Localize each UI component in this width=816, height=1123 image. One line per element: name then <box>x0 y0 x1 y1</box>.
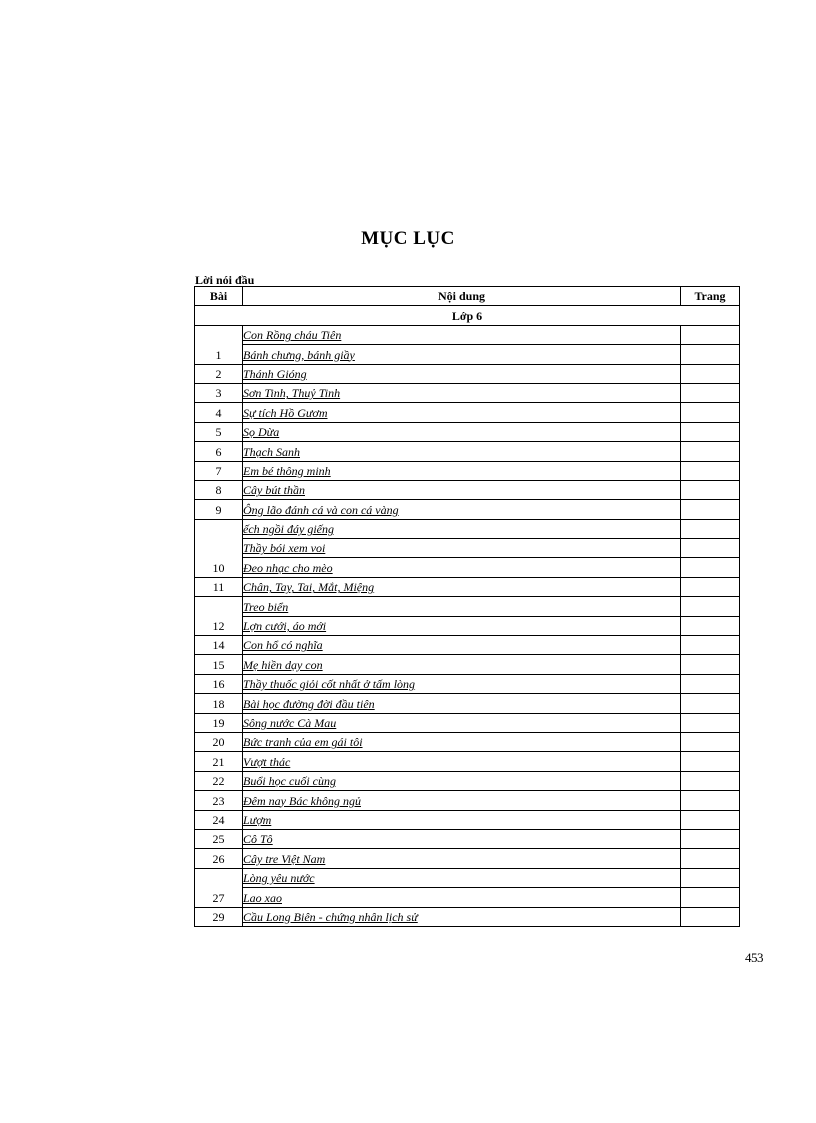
lesson-cell <box>243 325 681 344</box>
lesson-title: Lòng yêu nước <box>243 871 315 886</box>
lesson-number: 8 <box>195 480 243 499</box>
lesson-number: 21 <box>195 752 243 771</box>
table-row <box>195 403 740 422</box>
lesson-cell <box>243 694 681 713</box>
header-lesson-no: Bài <box>195 287 243 306</box>
lesson-title: Cầu Long Biên - chứng nhân lịch sử <box>243 909 418 924</box>
lesson-number: 11 <box>195 577 243 596</box>
lesson-cell <box>243 849 681 868</box>
grade-label: Lớp 6 <box>195 306 740 325</box>
lesson-cell <box>243 713 681 732</box>
header-row <box>195 287 740 306</box>
lesson-cell <box>243 732 681 751</box>
table-row <box>195 655 740 674</box>
lesson-number: 19 <box>195 713 243 732</box>
table-row <box>195 674 740 693</box>
table-row <box>195 713 740 732</box>
lesson-number: 25 <box>195 829 243 848</box>
page-cell <box>681 829 740 848</box>
lesson-cell <box>243 519 681 538</box>
lesson-cell <box>243 461 681 480</box>
table-row <box>195 577 740 596</box>
page-cell <box>681 500 740 519</box>
lesson-cell <box>243 403 681 422</box>
lesson-title: Bánh chưng, bánh giầy <box>243 347 355 362</box>
lesson-cell <box>243 577 681 596</box>
table-row <box>195 888 740 907</box>
lesson-cell <box>243 888 681 907</box>
lesson-cell <box>243 868 681 887</box>
page-cell <box>681 519 740 538</box>
lesson-cell <box>243 383 681 402</box>
lesson-cell <box>243 791 681 810</box>
lesson-title: Thầy bói xem voi <box>243 541 326 556</box>
lesson-cell <box>243 674 681 693</box>
page-title: MỤC LỤC <box>361 228 455 249</box>
lesson-number: 20 <box>195 732 243 751</box>
lesson-title: Thạch Sanh <box>243 444 300 459</box>
lesson-title: Lợn cưới, áo mới <box>243 619 327 634</box>
table-row <box>195 364 740 383</box>
page-cell <box>681 597 740 616</box>
table-row <box>195 771 740 790</box>
lesson-number: 7 <box>195 461 243 480</box>
lesson-cell <box>243 442 681 461</box>
page-cell <box>681 345 740 364</box>
table-row <box>195 752 740 771</box>
table-row <box>195 422 740 441</box>
page-cell <box>681 713 740 732</box>
page-cell <box>681 868 740 887</box>
page-cell <box>681 752 740 771</box>
lesson-title: Bức tranh của em gái tôi <box>243 735 363 750</box>
grade-row <box>195 306 740 325</box>
table-row <box>195 810 740 829</box>
table-row <box>195 616 740 635</box>
lesson-title: Lượm <box>243 812 272 827</box>
table-row <box>195 829 740 848</box>
table-row <box>195 849 740 868</box>
lesson-number: 29 <box>195 907 243 926</box>
lesson-cell <box>243 558 681 577</box>
table-row <box>195 383 740 402</box>
lesson-cell <box>243 480 681 499</box>
lesson-title: Thầy thuốc giỏi cốt nhất ở tấm lòng <box>243 677 416 692</box>
lesson-title: Bài học đường đời đầu tiên <box>243 696 375 711</box>
page-cell <box>681 732 740 751</box>
lesson-number: 3 <box>195 383 243 402</box>
page-cell <box>681 636 740 655</box>
table-row <box>195 558 740 577</box>
lesson-cell <box>243 636 681 655</box>
lesson-cell <box>243 810 681 829</box>
lesson-title: Con hổ có nghĩa <box>243 638 323 653</box>
table-row <box>195 907 740 926</box>
lesson-title: Đeo nhạc cho mèo <box>243 560 333 575</box>
lesson-title: Sơn Tinh, Thuỷ Tinh <box>243 386 341 401</box>
page-cell <box>681 907 740 926</box>
intro-heading: Lời nói đầu <box>195 273 255 287</box>
lesson-number: 6 <box>195 442 243 461</box>
page-cell <box>681 771 740 790</box>
lesson-title: Cây tre Việt Nam <box>243 851 326 866</box>
lesson-title: Sự tích Hồ Gươm <box>243 405 328 420</box>
lesson-title: Cây bút thần <box>243 483 305 498</box>
lesson-number: 18 <box>195 694 243 713</box>
lesson-number: 27 <box>195 868 243 907</box>
toc-table <box>194 286 740 927</box>
lesson-title: Sông nước Cà Mau <box>243 715 337 730</box>
table-row <box>195 694 740 713</box>
page-cell <box>681 791 740 810</box>
page-cell <box>681 674 740 693</box>
lesson-title: Sọ Dừa <box>243 425 280 440</box>
lesson-cell <box>243 771 681 790</box>
lesson-number: 1 <box>195 325 243 364</box>
lesson-title: Con Rồng cháu Tiên <box>243 328 342 343</box>
table-row <box>195 442 740 461</box>
lesson-cell <box>243 422 681 441</box>
page-cell <box>681 403 740 422</box>
page-cell <box>681 364 740 383</box>
lesson-number: 9 <box>195 500 243 519</box>
lesson-cell <box>243 364 681 383</box>
page-cell <box>681 616 740 635</box>
lesson-cell <box>243 539 681 558</box>
lesson-title: Treo biển <box>243 599 289 614</box>
header-content: Nội dung <box>243 287 681 306</box>
table-row <box>195 480 740 499</box>
lesson-title: Buổi học cuối cùng <box>243 774 336 789</box>
lesson-cell <box>243 345 681 364</box>
lesson-cell <box>243 597 681 616</box>
lesson-number: 22 <box>195 771 243 790</box>
table-row <box>195 636 740 655</box>
page-cell <box>681 422 740 441</box>
lesson-number: 5 <box>195 422 243 441</box>
header-page: Trang <box>681 287 740 306</box>
lesson-title: ếch ngồi đáy giếng <box>243 522 334 537</box>
page-cell <box>681 849 740 868</box>
page-cell <box>681 539 740 558</box>
page-cell <box>681 325 740 344</box>
page-cell <box>681 461 740 480</box>
lesson-number: 23 <box>195 791 243 810</box>
lesson-number: 14 <box>195 636 243 655</box>
lesson-title: Vượt thác <box>243 754 291 769</box>
lesson-title: Chân, Tay, Tai, Mắt, Miệng <box>243 580 375 595</box>
page-cell <box>681 655 740 674</box>
lesson-number: 12 <box>195 597 243 636</box>
table-row <box>195 597 740 616</box>
lesson-number: 15 <box>195 655 243 674</box>
lesson-number: 16 <box>195 674 243 693</box>
page-cell <box>681 888 740 907</box>
table-row <box>195 325 740 344</box>
lesson-number: 4 <box>195 403 243 422</box>
table-row <box>195 519 740 538</box>
table-row <box>195 345 740 364</box>
lesson-number: 26 <box>195 849 243 868</box>
table-row <box>195 539 740 558</box>
table-row <box>195 461 740 480</box>
page-cell <box>681 442 740 461</box>
page-cell <box>681 577 740 596</box>
page-cell <box>681 694 740 713</box>
lesson-title: Thánh Gióng <box>243 366 307 381</box>
page-cell <box>681 480 740 499</box>
lesson-title: Cô Tô <box>243 832 273 847</box>
lesson-cell <box>243 907 681 926</box>
page-cell <box>681 383 740 402</box>
table-row <box>195 732 740 751</box>
lesson-cell <box>243 616 681 635</box>
lesson-title: Đêm nay Bác không ngủ <box>243 793 361 808</box>
lesson-number: 2 <box>195 364 243 383</box>
lesson-title: Em bé thông minh <box>243 463 331 478</box>
lesson-cell <box>243 752 681 771</box>
lesson-cell <box>243 500 681 519</box>
lesson-title: Mẹ hiền dạy con <box>243 657 323 672</box>
lesson-cell <box>243 829 681 848</box>
page-number: 453 <box>745 950 763 965</box>
lesson-title: Lao xao <box>243 890 282 905</box>
page-cell <box>681 558 740 577</box>
table-row <box>195 791 740 810</box>
lesson-title: Ông lão đánh cá và con cá vàng <box>243 502 399 517</box>
table-row <box>195 500 740 519</box>
page-cell <box>681 810 740 829</box>
lesson-number: 10 <box>195 519 243 577</box>
table-row <box>195 868 740 887</box>
lesson-number: 24 <box>195 810 243 829</box>
lesson-cell <box>243 655 681 674</box>
